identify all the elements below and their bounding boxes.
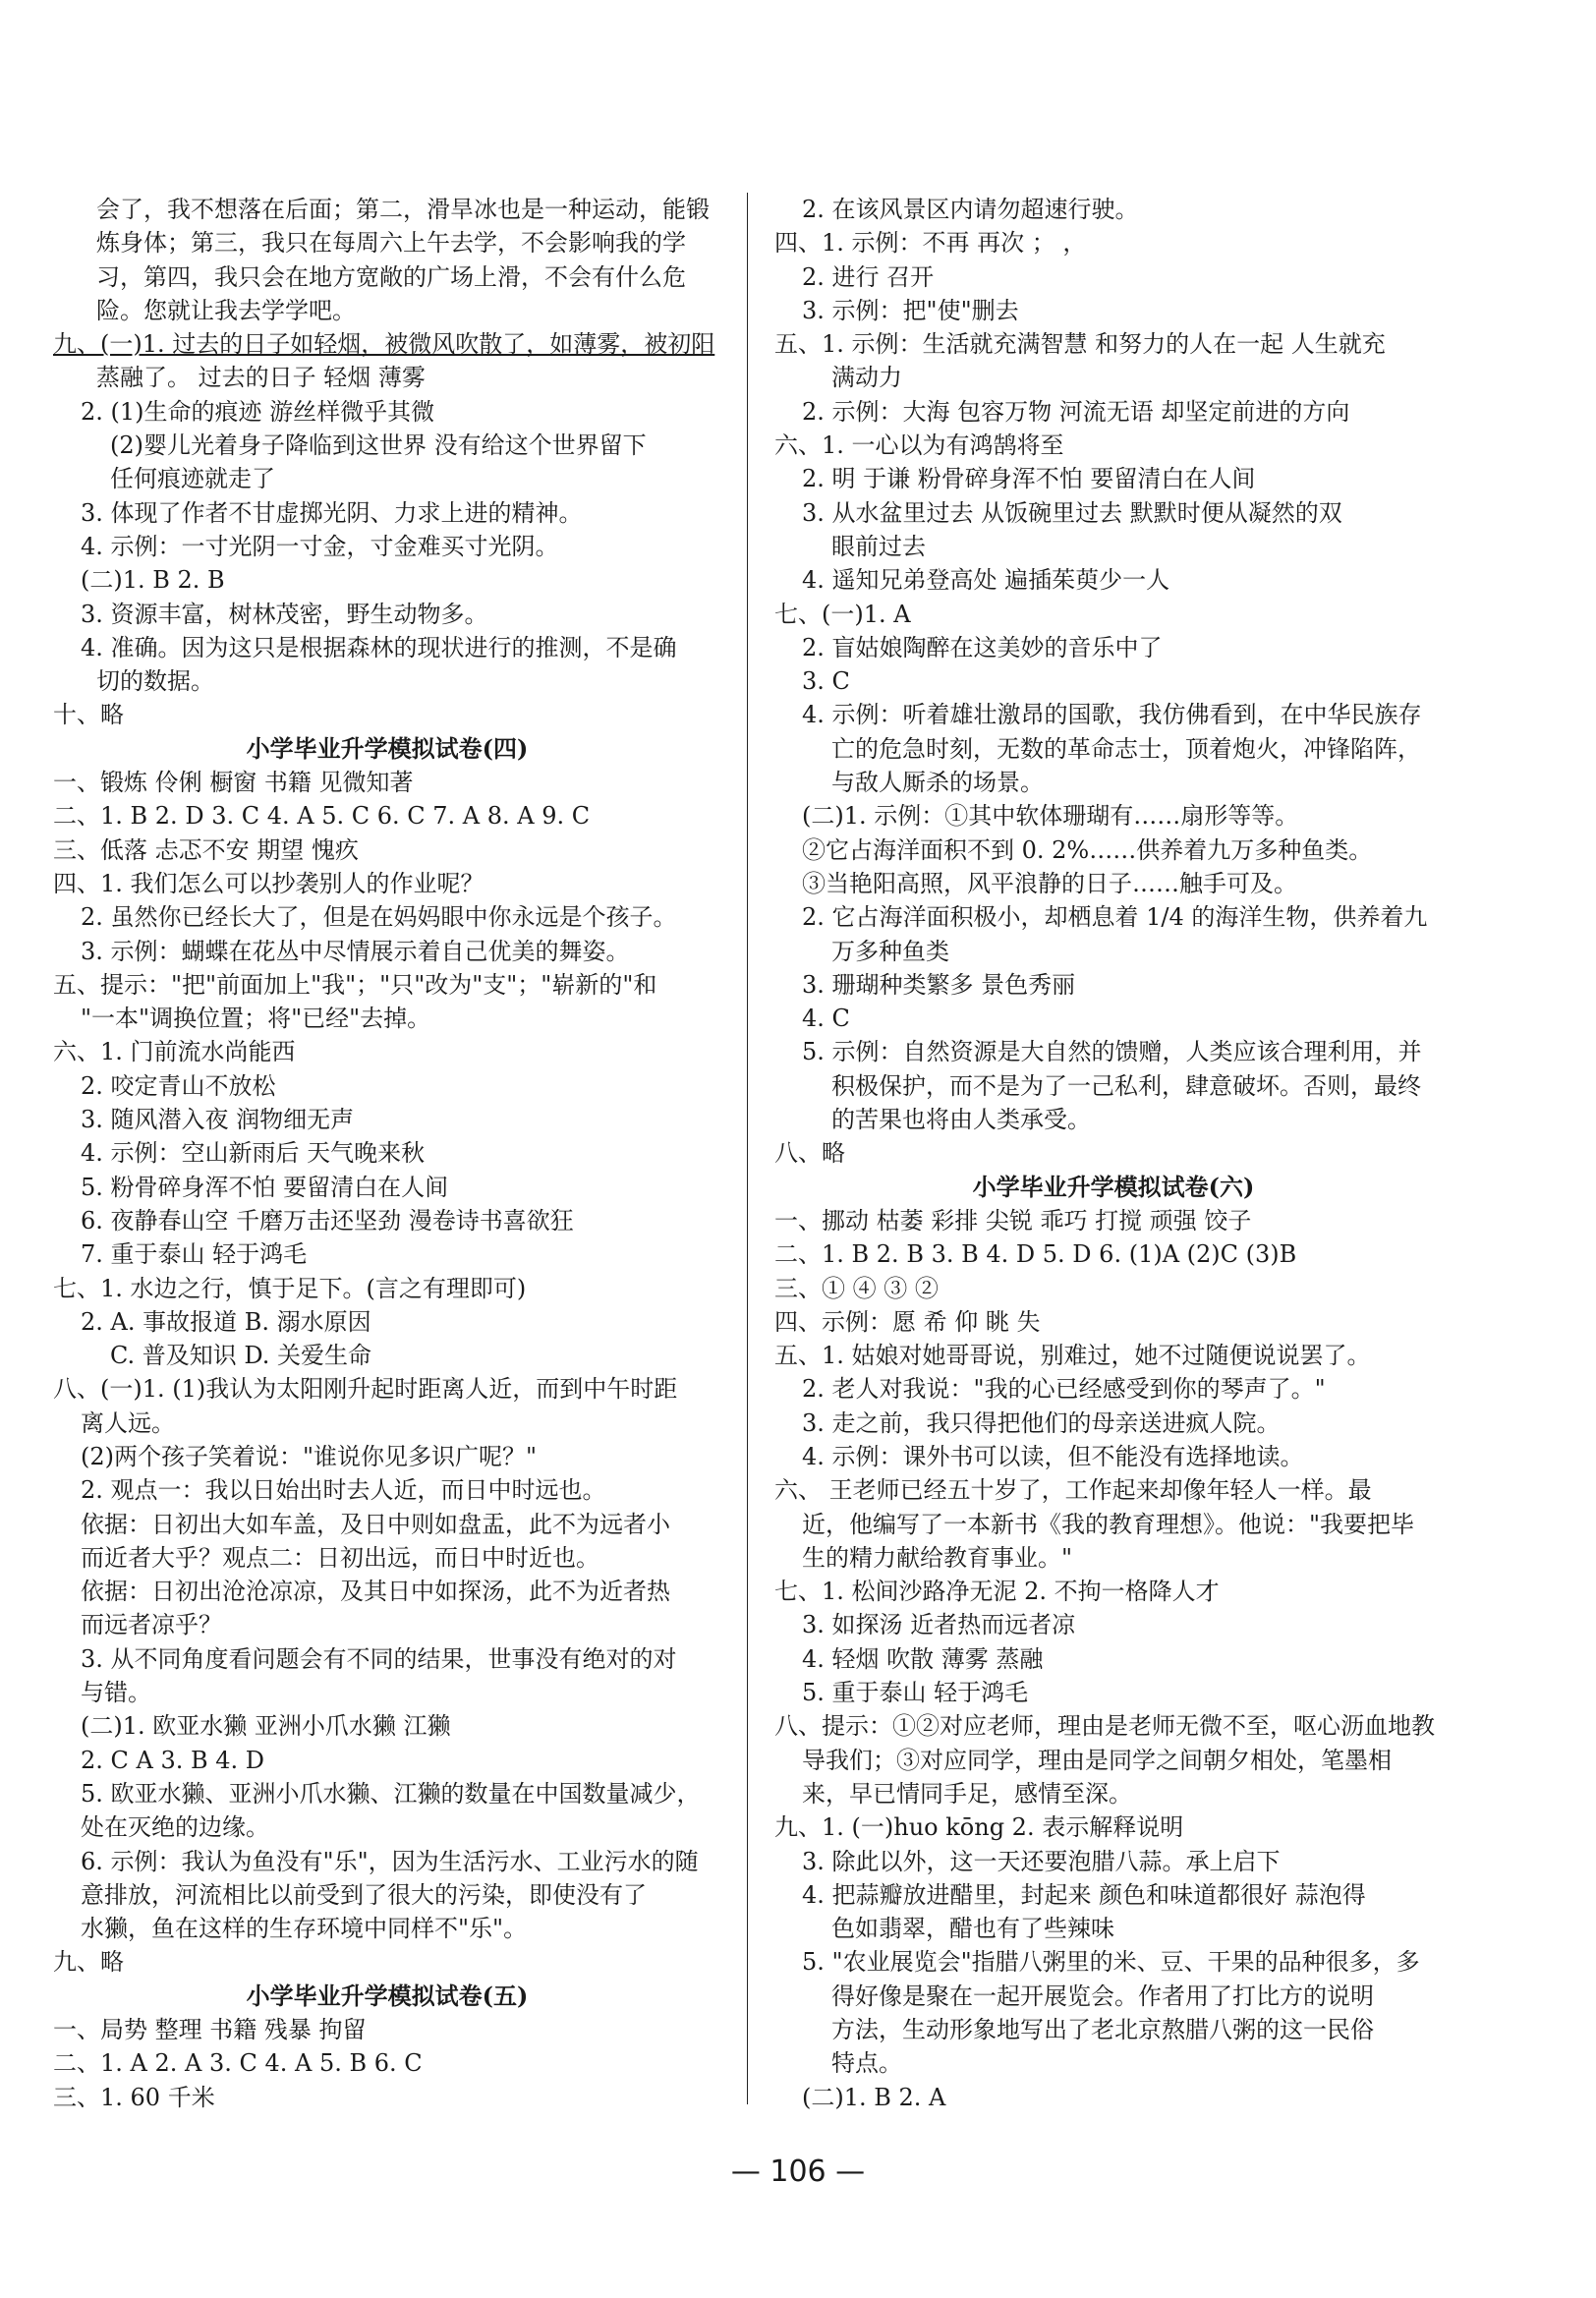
answer-line: 3. 从水盆里过去 从饭碗里过去 默默时便从凝然的双 [802,498,1342,527]
answer-line: 5. 欧亚水獭、亚洲小爪水獭、江獭的数量在中国数量减少， [81,1779,701,1808]
answer-line: 5. 示例：自然资源是大自然的馈赠，人类应该合理利用，并 [802,1038,1422,1066]
answer-line: 九、略 [53,1948,124,1977]
answer-line: 炼身体；第三，我只在每周六上午去学，不会影响我的学 [96,229,686,258]
answer-line: (二)1. B 2. B [81,566,225,595]
answer-line: 近，他编写了一本新书《我的教育理想》。他说："我要把毕 [802,1510,1415,1538]
answer-line: 2. 盲姑娘陶醉在这美妙的音乐中了 [802,633,1163,661]
answer-line: 五、提示："把"前面加上"我"；"只"改为"支"；"崭新的"和 [53,970,657,999]
section-heading: 小学毕业升学模拟试卷(六) [972,1172,1255,1201]
answer-line: 2. 咬定青山不放松 [81,1071,276,1100]
answer-line: 七、1. 水边之行，慎于足下。(言之有理即可) [53,1274,527,1302]
answer-line: 八、略 [774,1139,845,1168]
answer-line: 二、1. B 2. B 3. B 4. D 5. D 6. (1)A (2)C (3)B [774,1240,1297,1269]
answer-line: 2. 老人对我说："我的心已经感受到你的琴声了。" [802,1375,1326,1404]
answer-line: 2. 观点一：我以日始出时去人近，而日中时远也。 [81,1476,606,1505]
answer-line: 切的数据。 [96,667,214,696]
answer-line: 生的精力献给教育事业。" [802,1543,1073,1572]
answer-line: 4. 示例：一寸光阴一寸金，寸金难买寸光阴。 [81,532,559,560]
answer-line: (二)1. B 2. A [802,2083,946,2111]
answer-line: 3. 从不同角度看问题会有不同的结果，世事没有绝对的对 [81,1644,677,1673]
answer-line: 八、(一)1. (1)我认为太阳刚升起时距离人近，而到中午时距 [53,1375,678,1404]
answer-line: 二、1. A 2. A 3. C 4. A 5. B 6. C [53,2049,423,2078]
answer-line: 6. 示例：我认为鱼没有"乐"，因为生活污水、工业污水的随 [81,1847,699,1875]
answer-line: 4. 示例：课外书可以读，但不能没有选择地读。 [802,1442,1304,1470]
answer-line: 意排放，河流相比以前受到了很大的污染，即使没有了 [81,1880,647,1909]
answer-line: 而远者凉乎？ [81,1611,222,1639]
answer-line: 七、1. 松间沙路净无泥 2. 不拘一格降人才 [774,1578,1220,1606]
answer-line: 3. 资源丰富，树林茂密，野生动物多。 [81,600,488,628]
answer-line [53,327,721,361]
answer-line: 依据：日初出大如车盖，及日中则如盘盂，此不为远者小 [81,1510,670,1538]
answer-line: 五、1. 姑娘对她哥哥说，别难过，她不过随便说说罢了。 [774,1342,1371,1370]
answer-line: 任何痕迹就走了 [110,465,275,493]
answer-line: 导我们；③对应同学，理由是同学之间朝夕相处，笔墨相 [802,1746,1392,1774]
answer-line: 3. 示例：把"使"删去 [802,296,1019,324]
answer-line: 2. 它占海洋面积极小，却栖息着 1/4 的海洋生物，供养着九 [802,903,1428,932]
answer-line: 3. 除此以外，这一天还要泡腊八蒜。承上启下 [802,1847,1281,1875]
answer-line: 2. C A 3. B 4. D [81,1746,265,1774]
answer-line: 七、(一)1. A [774,600,911,628]
answer-line: 一、挪动 枯萎 彩排 尖锐 乖巧 打搅 顽强 饺子 [774,1206,1252,1235]
answer-line: 4. 准确。因为这只是根据森林的现状进行的推测，不是确 [81,633,677,661]
answer-line: 5. "农业展览会"指腊八粥里的米、豆、干果的品种很多，多 [802,1948,1420,1977]
answer-line: 离人远。 [81,1408,175,1437]
answer-line: 6. 夜静春山空 千磨万击还坚劲 漫卷诗书喜欲狂 [81,1206,574,1235]
answer-line: (2)两个孩子笑着说："谁说你见多识广呢？" [81,1442,538,1470]
answer-line: 六、1. 门前流水尚能西 [53,1038,296,1066]
answer-line: 2. 示例：大海 包容万物 河流无语 却坚定前进的方向 [802,397,1350,426]
answer-line: 得好像是聚在一起开展览会。作者用了打比方的说明 [831,1982,1374,2010]
answer-line: 4. 示例：空山新雨后 天气晚来秋 [81,1139,426,1168]
answer-line: 眼前过去 [831,532,926,560]
answer-line: 六、 王老师已经五十岁了，工作起来却像年轻人一样。最 [774,1476,1372,1505]
answer-line: 而近者大乎？观点二：日初出远，而日中时近也。 [81,1543,599,1572]
answer-line: 一、局势 整理 书籍 残暴 拘留 [53,2016,367,2044]
answer-line: 7. 重于泰山 轻于鸿毛 [81,1240,308,1269]
answer-line: 一、锻炼 伶俐 橱窗 书籍 见微知著 [53,769,414,797]
answer-line: 与错。 [81,1679,151,1707]
answer-line: 会了，我不想落在后面；第二，滑旱冰也是一种运动，能锻 [96,196,710,223]
answer-line: 4. 示例：听着雄壮激昂的国歌，我仿佛看到，在中华民族存 [802,701,1422,729]
answer-line: 九、1. (一)huo kōng 2. 表示解释说明 [774,1813,1184,1842]
answer-line: 2. 明 于谦 粉骨碎身浑不怕 要留清白在人间 [802,465,1256,493]
answer-line: 的苦果也将由人类承受。 [831,1106,1091,1134]
section-heading: 小学毕业升学模拟试卷(四) [246,733,529,763]
answer-line: (二)1. 欧亚水獭 亚洲小爪水獭 江獭 [81,1712,451,1741]
answer-line: 4. 把蒜瓣放进醋里，封起来 颜色和味道都很好 蒜泡得 [802,1880,1366,1909]
answer-line: 三、① ④ ③ ② [774,1274,939,1302]
column-divider [747,193,748,2104]
answer-line: 四、示例：愿 希 仰 眺 失 [774,1307,1041,1336]
answer-line: 3. 随风潜入夜 润物细无声 [81,1106,355,1134]
answer-line: 险。您就让我去学学吧。 [96,296,356,324]
answer-line: 3. 体现了作者不甘虚掷光阴、力求上进的精神。 [81,498,583,527]
answer-line: 方法，生动形象地写出了老北京熬腊八粥的这一民俗 [831,2016,1374,2044]
answer-line: C. 普及知识 D. 关爱生命 [110,1342,372,1370]
page-number: — 106 — [730,2154,866,2189]
answer-line: 特点。 [831,2049,902,2078]
answer-line: 2. 虽然你已经长大了，但是在妈妈眼中你永远是个孩子。 [81,903,677,932]
answer-line: 2. (1)生命的痕迹 游丝样微乎其微 [81,397,435,426]
answer-line: 色如翡翠，醋也有了些辣味 [831,1915,1114,1943]
answer-line: 3. C [802,667,850,696]
answer-line: (2)婴儿光着身子降临到这世界 没有给这个世界留下 [110,431,647,460]
answer-line: 十、略 [53,701,124,729]
answer-line: 六、1. 一心以为有鸿鹄将至 [774,431,1064,460]
answer-line: 习，第四，我只会在地方宽敞的广场上滑，不会有什么危 [96,262,686,291]
answer-line: 四、1. 示例：不再 再次 ； ， [774,229,1087,258]
answer-line: 3. 如探汤 近者热而远者凉 [802,1611,1076,1639]
answer-line: 水獭，鱼在这样的生存环境中同样不"乐"。 [81,1915,528,1943]
answer-line: 4. 遥知兄弟登高处 遍插茱萸少一人 [802,566,1170,595]
answer-line: 蒸融了。 过去的日子 轻烟 薄雾 [96,364,426,392]
section-heading: 小学毕业升学模拟试卷(五) [246,1981,529,2010]
left-column [53,193,721,2114]
answer-line: 2. 进行 召开 [802,262,935,291]
answer-line: (二)1. 示例：①其中软体珊瑚有……扇形等等。 [802,802,1299,831]
answer-line: 与敌人厮杀的场景。 [831,769,1044,797]
answer-line: 三、低落 忐忑不安 期望 愧疚 [53,835,359,864]
answer-line: 4. C [802,1005,850,1033]
answer-line: 2. A. 事故报道 B. 溺水原因 [81,1307,371,1336]
answer-line: ③当艳阳高照，风平浪静的日子……触手可及。 [802,869,1297,897]
answer-line: 5. 重于泰山 轻于鸿毛 [802,1679,1029,1707]
answer-line: 3. 珊瑚种类繁多 景色秀丽 [802,970,1076,999]
right-column [774,193,1453,2114]
answer-line: 二、1. B 2. D 3. C 4. A 5. C 6. C 7. A 8. A 9. C [53,802,591,831]
answer-line: 来，早已情同手足，感情至深。 [802,1779,1132,1808]
answer-line: 万多种鱼类 [831,937,949,965]
answer-line: 亡的危急时刻，无数的革命志士，顶着炮火，冲锋陷阵， [831,734,1421,763]
underlined-answer: 九、(一)1. 过去的日子如轻烟，被微风吹散了，如薄雾，被初阳 [53,330,715,359]
answer-line: 八、提示：①②对应老师，理由是老师无微不至，呕心沥血地教 [774,1712,1435,1741]
answer-line: 依据：日初出沧沧凉凉，及其日中如探汤，此不为近者热 [81,1578,670,1606]
answer-line: "一本"调换位置；将"已经"去掉。 [81,1005,431,1033]
answer-line: 4. 轻烟 吹散 薄雾 蒸融 [802,1644,1044,1673]
answer-line: 5. 粉骨碎身浑不怕 要留清白在人间 [81,1173,449,1201]
answer-line: 3. 走之前，我只得把他们的母亲送进疯人院。 [802,1408,1281,1437]
answer-line: 3. 示例：蝴蝶在花丛中尽情展示着自己优美的舞姿。 [81,937,630,965]
answer-line: 积极保护，而不是为了一己私利，肆意破坏。否则，最终 [831,1071,1421,1100]
answer-line: 五、1. 示例：生活就充满智慧 和努力的人在一起 人生就充 [774,330,1386,359]
answer-line: ②它占海洋面积不到 0. 2%……供养着九万多种鱼类。 [802,835,1373,864]
answer-line: 处在灭绝的边缘。 [81,1813,269,1842]
answer-line: 满动力 [831,364,902,392]
answer-line: 三、1. 60 千米 [53,2083,215,2111]
answer-line: 2. 在该风景区内请勿超速行驶。 [802,196,1139,223]
answer-line: 四、1. 我们怎么可以抄袭别人的作业呢？ [53,869,484,897]
